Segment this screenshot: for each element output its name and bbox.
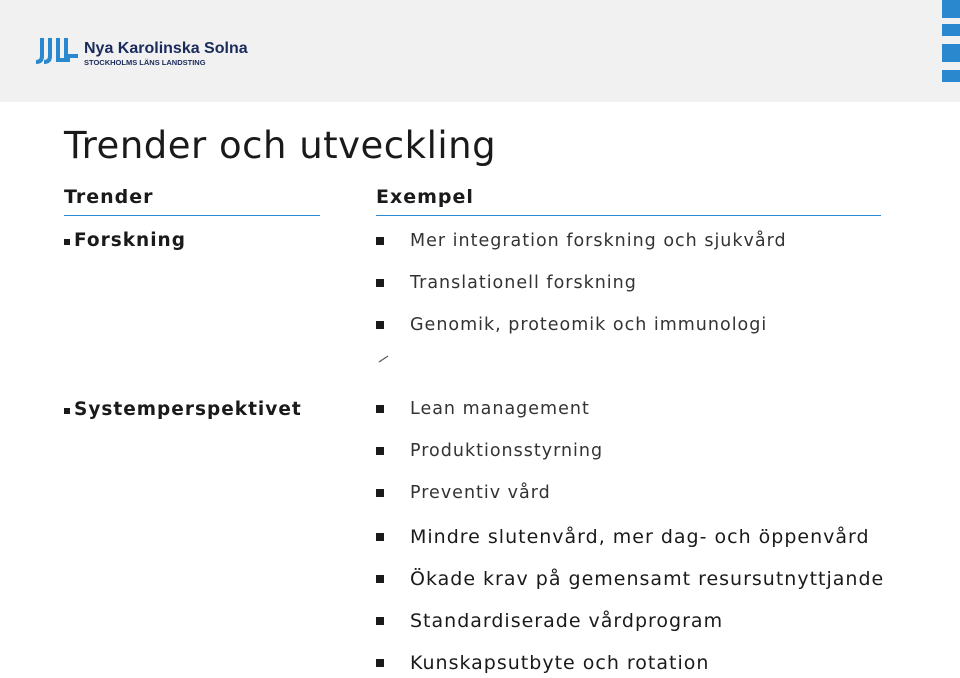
- list-item: [376, 483, 551, 503]
- list-item: [376, 526, 870, 548]
- bullet-icon: [376, 237, 384, 245]
- list-item: [376, 231, 787, 251]
- bullet-icon: [376, 321, 384, 329]
- column-header-trender: Trender: [64, 186, 154, 208]
- org-name: Nya Karolinska Solna: [84, 40, 248, 57]
- trend-label: Forskning: [74, 230, 186, 251]
- bullet-icon: [64, 239, 70, 245]
- page-title: Trender och utveckling: [64, 124, 497, 167]
- example-text: Lean management: [410, 399, 590, 419]
- column-header-exempel: Exempel: [376, 186, 474, 208]
- list-item: [376, 568, 884, 590]
- list-item: [376, 399, 590, 419]
- trend-label: Systemperspektivet: [74, 399, 302, 420]
- bullet-icon: [376, 575, 384, 583]
- list-item: [376, 441, 603, 461]
- bullet-icon: [64, 408, 70, 414]
- bullet-icon: [376, 447, 384, 455]
- header-band: [0, 0, 960, 102]
- corner-decoration: [936, 0, 960, 90]
- column-divider-right: [376, 215, 881, 216]
- bullet-icon: [376, 279, 384, 287]
- list-item: [376, 315, 767, 335]
- trend-forskning: [64, 230, 186, 251]
- example-text: Genomik, proteomik och immunologi: [410, 315, 768, 335]
- example-text: Standardiserade vårdprogram: [410, 610, 724, 632]
- example-text: Preventiv vård: [410, 483, 551, 503]
- trend-systemperspektivet: [64, 399, 302, 420]
- stray-mark: [378, 354, 390, 364]
- bullet-icon: [376, 659, 384, 667]
- list-item: [376, 610, 723, 632]
- bullet-icon: [376, 405, 384, 413]
- org-subtitle: STOCKHOLMS LÄNS LANDSTING: [84, 58, 206, 67]
- example-text: Produktionsstyrning: [410, 441, 604, 461]
- bullet-icon: [376, 617, 384, 625]
- bullet-icon: [376, 533, 384, 541]
- nya-karolinska-logo: [36, 34, 286, 70]
- example-text: Translationell forskning: [410, 273, 637, 293]
- column-divider-left: [64, 215, 320, 216]
- list-item: [376, 273, 637, 293]
- example-text: Ökade krav på gemensamt resursutnyttjande: [410, 568, 885, 590]
- example-text: Mer integration forskning och sjukvård: [410, 231, 787, 251]
- example-text: Mindre slutenvård, mer dag- och öppenvård: [410, 526, 870, 548]
- example-text: Kunskapsutbyte och rotation: [410, 652, 710, 674]
- bullet-icon: [376, 489, 384, 497]
- list-item: [376, 652, 709, 674]
